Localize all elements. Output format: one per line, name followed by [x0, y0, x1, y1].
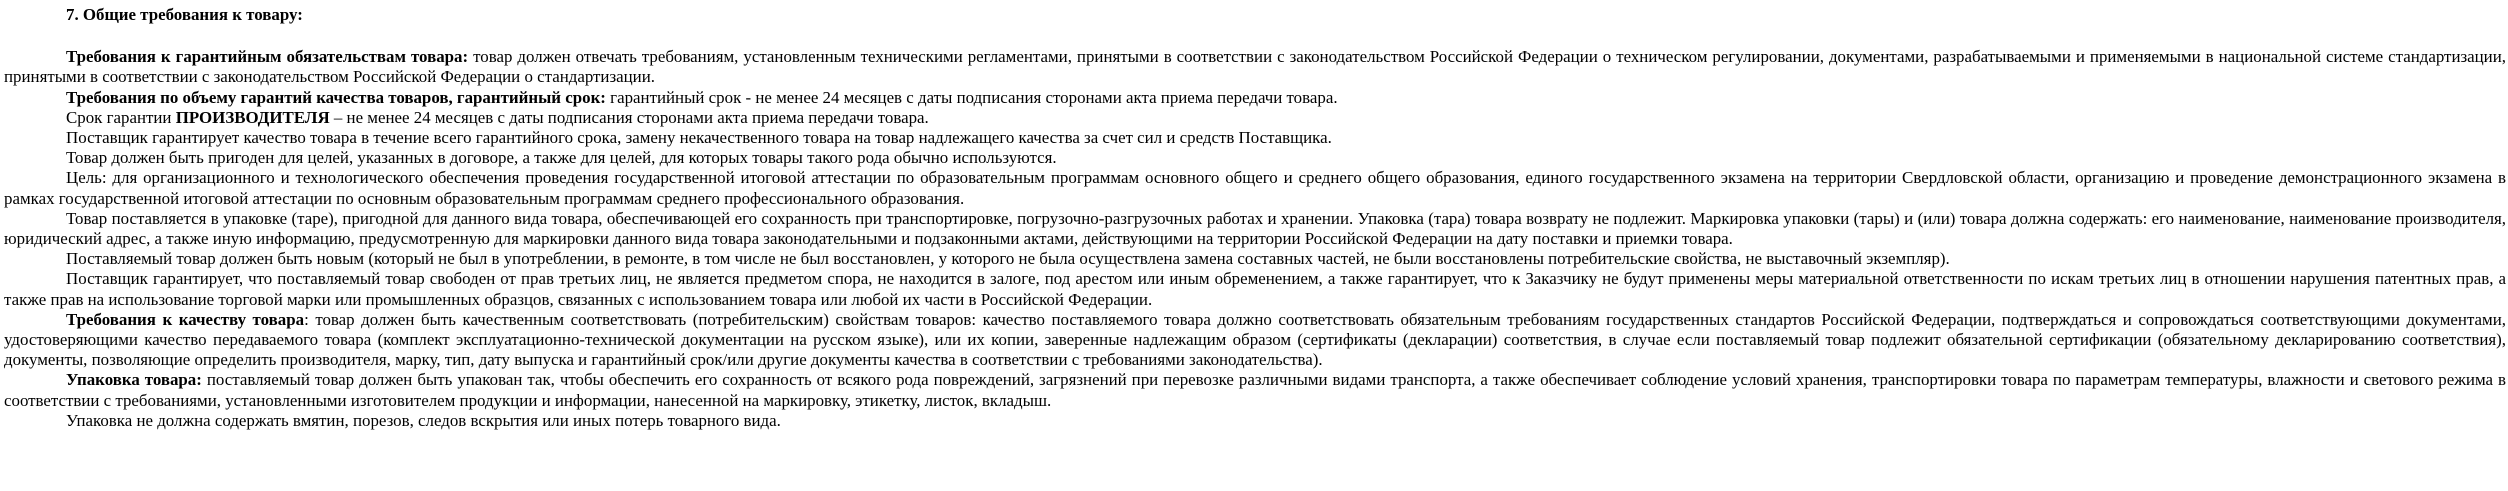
section-spacer [4, 25, 2506, 47]
paragraph-manufacturer-warranty [4, 108, 2506, 128]
paragraph-text: – не менее 24 месяцев с даты подписания сторонами акта приема передачи товара. [329, 107, 929, 127]
paragraph-supplier-guarantee: Поставщик гарантирует качество товара в течение всего гарантийного срока, замену некачественного товара на товар надлежащего качества за счет сил и средств Поставщика. [66, 128, 1332, 148]
paragraph-bold-lead: ПРОИЗВОДИТЕЛЯ [175, 107, 330, 127]
paragraph-text: товар должен отвечать требованиям, установленным техническими регламентами, принятыми в соответствии с законодательством Российской Федерации о техническом регулировании, документами, разрабатываемыми и применяемыми в национальной системе стандартизации, принятыми в соответствии с законодательством Российской Федерации о стандартизации. [4, 47, 2506, 87]
paragraph-text: гарантийный срок - не менее 24 месяцев с даты подписания сторонами акта приема передачи товара. [605, 87, 1338, 107]
paragraph-text: : товар должен быть качественным соответствовать (потребительским) свойствам товаров: качество поставляемого товара должно соответствовать обязательным требованиям государственных стандартов Российской Федерации, подтверждаться и сопровождаться соответствующими документами, удостоверяющими качество передаваемого товара (комплект эксплуатационно-технической документации на русском языке), или их копии, заверенные надлежащим образом (сертификаты (декларации) соответствия, в случае если поставляемый товар подлежит обязательной сертификации (обязательному декларированию соответствия), документы, позволяющие определить производителя, марку, тип, дату выпуска и гарантийный срок/или другие документы качества в соответствии с требованиями законодательства). [4, 309, 2506, 370]
paragraph-quality-requirements [4, 310, 2506, 371]
paragraph-new-goods: Поставляемый товар должен быть новым (который не был в употреблении, в ремонте, в том числе не был восстановлен, у которого не была осуществлена замена составных частей, не были восстановлены потребительские свойства, не выставочный экземпляр). [66, 249, 1950, 269]
paragraph-bold-lead: Упаковка товара: [66, 370, 202, 390]
paragraph-packaging-condition: Упаковка не должна содержать вмятин, порезов, следов вскрытия или иных потерь товарного вида. [66, 410, 781, 430]
paragraph-purpose: Цель: для организационного и технологического обеспечения проведения государственной итоговой аттестации по образовательным программам основного общего и среднего общего образования, единого государственного экзамена на территории Свердловской области, организацию и проведение демонстрационного экзамена в рамках государственной итоговой аттестации по основным образовательным программам среднего профессионального образования. [4, 168, 2506, 208]
paragraph-warranty-period [4, 88, 2506, 108]
section-title: 7. Общие требования к товару: [66, 5, 303, 24]
paragraph-text: поставляемый товар должен быть упакован так, чтобы обеспечить его сохранность от всякого рода повреждений, загрязнений при перевозке различными видами транспорта, а также обеспечивает соблюдение условий хранения, транспортировки товара по параметрам температуры, влажности и светового режима в соответствии с требованиями, установленными изготовителем продукции и информации, нанесенной на маркировку, этикетку, листок, вкладыш. [4, 370, 2506, 410]
paragraph-packaging-marking: Товар поставляется в упаковке (таре), пригодной для данного вида товара, обеспечивающей его сохранность при транспортировке, погрузочно-разгрузочных работах и хранении. Упаковка (тара) товара возврату не подлежит. Маркировка упаковки (тары) и (или) товара должна содержать: его наименование, наименование производителя, юридический адрес, а также иную информацию, предусмотренную для маркировки данного вида товара законодательными и подзаконными актами, действующими на территории Российской Федерации на дату поставки и приемки товара. [4, 208, 2506, 249]
paragraph-bold-lead: Требования к гарантийным обязательствам товара: [66, 47, 469, 67]
paragraph-third-party-rights: Поставщик гарантирует, что поставляемый товар свободен от прав третьих лиц, не является предметом спора, не находится в залоге, под арестом или иным обременением, а также гарантирует, что к Заказчику не будут применены меры материальной ответственности по искам третьих лиц в отношении нарушения патентных прав, а также прав на использование торговой марки или промышленных образцов, связанных с использованием товара или любой их части в Российской Федерации. [4, 269, 2506, 309]
paragraph-bold-lead: Требования к качеству товара [66, 309, 305, 329]
paragraph-prefix: Срок гарантии [66, 107, 176, 127]
paragraph-bold-lead: Требования по объему гарантий качества товаров, гарантийный срок: [66, 87, 606, 107]
paragraph-warranty-obligations [4, 47, 2506, 87]
paragraph-packaging-requirements [4, 370, 2506, 410]
paragraph-fitness-for-purpose: Товар должен быть пригоден для целей, указанных в договоре, а также для целей, для которых товары такого рода обычно используются. [66, 148, 1057, 168]
